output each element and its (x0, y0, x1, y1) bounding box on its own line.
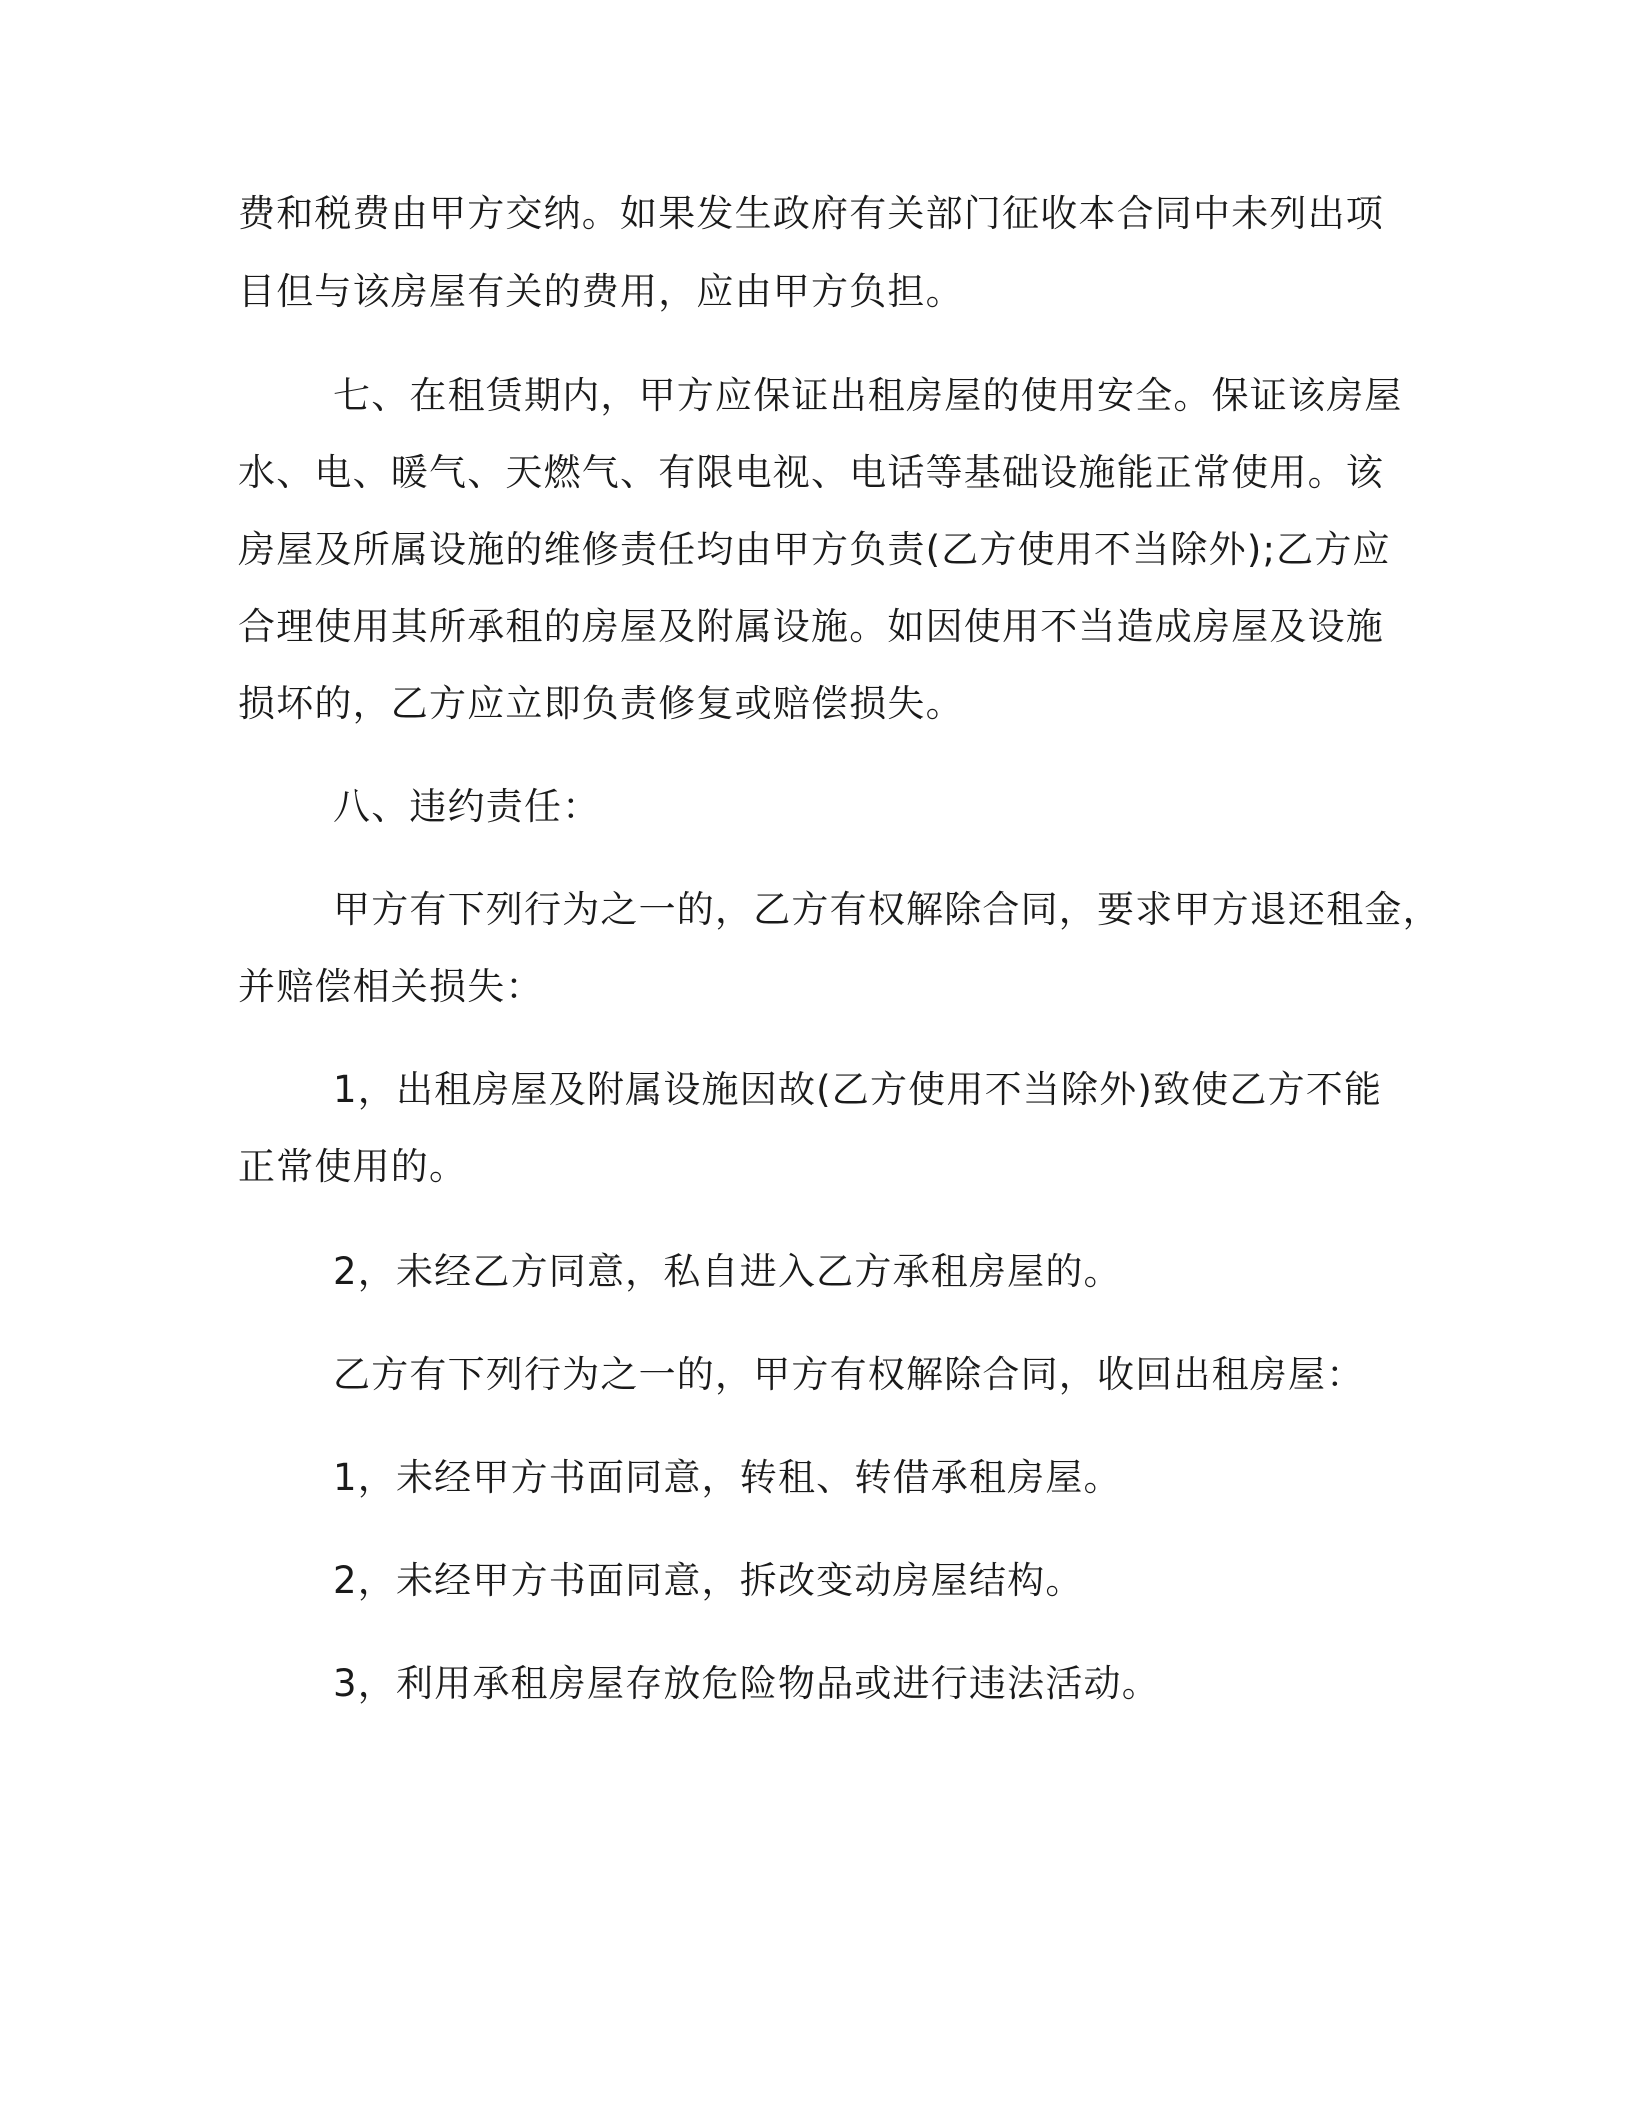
section-7-heading-line: 七、在租赁期内，甲方应保证出租房屋的使用安全。保证该房屋 (333, 374, 1403, 417)
text-line: 目但与该房屋有关的费用，应由甲方负担。 (238, 270, 964, 313)
text-line: 合理使用其所承租的房屋及附属设施。如因使用不当造成房屋及设施 (238, 605, 1384, 648)
list-item: 2，未经甲方书面同意，拆改变动房屋结构。 (333, 1559, 1084, 1602)
text-line: 甲方有下列行为之一的，乙方有权解除合同，要求甲方退还租金， (333, 888, 1441, 931)
list-item: 2，未经乙方同意，私自进入乙方承租房屋的。 (333, 1250, 1122, 1293)
text-line: 乙方有下列行为之一的，甲方有权解除合同，收回出租房屋： (333, 1353, 1365, 1396)
text-line: 费和税费由甲方交纳。如果发生政府有关部门征收本合同中未列出项 (238, 192, 1384, 235)
list-item: 1，未经甲方书面同意，转租、转借承租房屋。 (333, 1456, 1122, 1499)
list-item: 1，出租房屋及附属设施因故(乙方使用不当除外)致使乙方不能 (333, 1068, 1383, 1111)
text-line: 房屋及所属设施的维修责任均由甲方负责(乙方使用不当除外);乙方应 (238, 528, 1391, 571)
list-item: 3，利用承租房屋存放危险物品或进行违法活动。 (333, 1662, 1160, 1705)
text-line: 水、电、暖气、天燃气、有限电视、电话等基础设施能正常使用。该 (238, 451, 1384, 494)
section-8-heading: 八、违约责任： (333, 785, 601, 828)
text-line: 正常使用的。 (238, 1145, 468, 1188)
text-line: 并赔偿相关损失： (238, 965, 544, 1008)
text-line: 损坏的，乙方应立即负责修复或赔偿损失。 (238, 682, 964, 725)
